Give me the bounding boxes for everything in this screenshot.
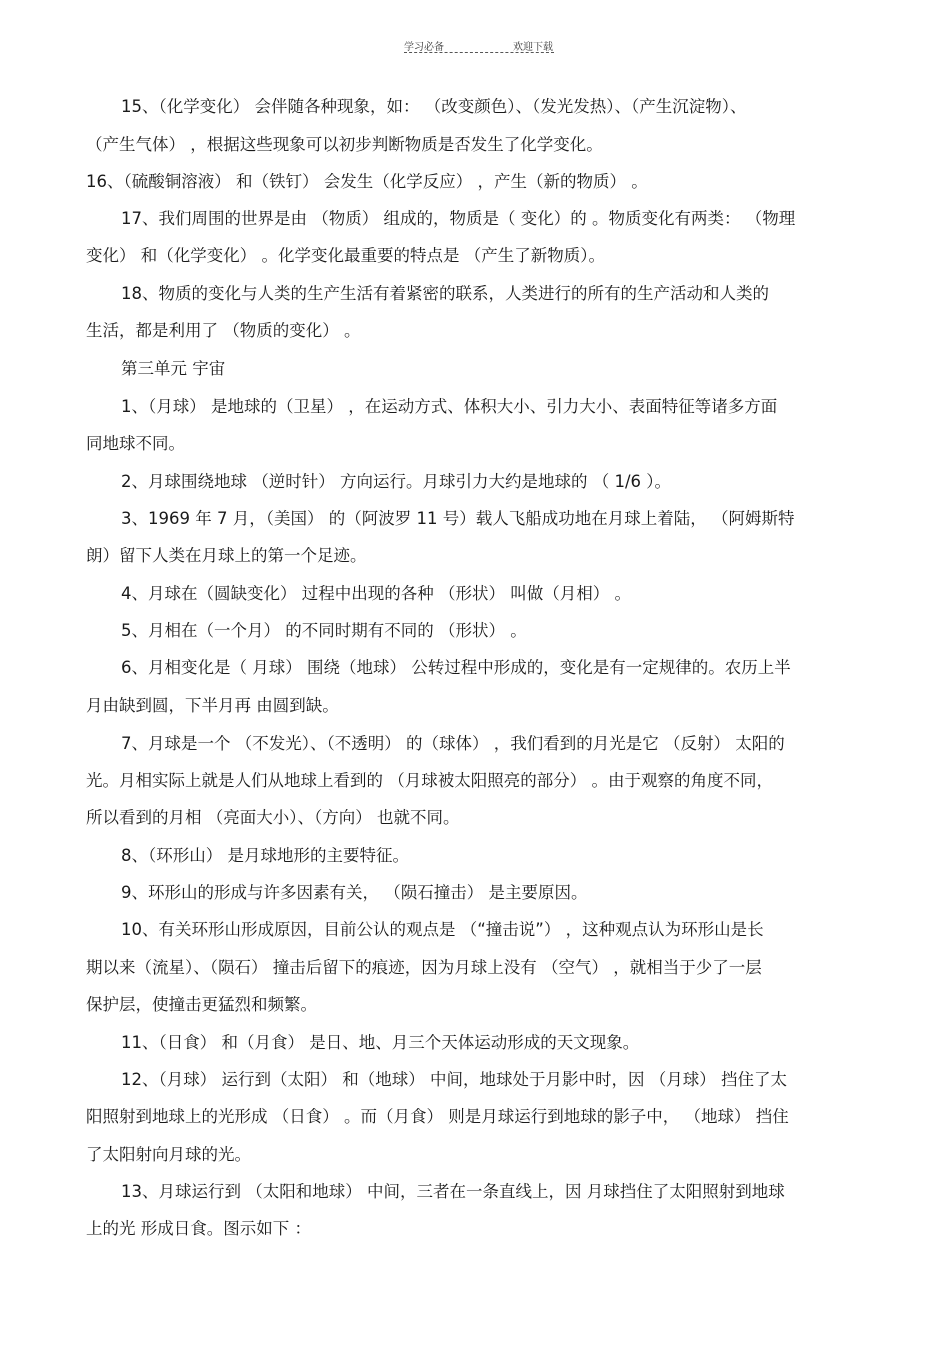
text-line: 了太阳射向月球的光。: [86, 1145, 251, 1164]
text-line: 生活，都是利用了 （物质的变化） 。: [86, 321, 361, 340]
text-line: 17、我们周围的世界是由 （物质） 组成的，物质是（ 变化）的 。物质变化有两类： （物理: [121, 209, 796, 228]
text-line: 5、月相在（一个月） 的不同时期有不同的 （形状） 。: [121, 621, 527, 640]
text-line: 7、月球是一个 （不发光）、（不透明） 的（球体） ，我们看到的月光是它 （反射） 太阳的: [121, 734, 785, 753]
text-line: 16、（硫酸铜溶液） 和（铁钉） 会发生（化学反应） ，产生（新的物质） 。: [86, 172, 648, 191]
text-line: 变化） 和（化学变化） 。化学变化最重要的特点是 （产生了新物质）。: [86, 246, 605, 265]
text-line: 2、月球围绕地球 （逆时针） 方向运行。月球引力大约是地球的 （ 1/6 ）。: [121, 472, 672, 491]
text-line: 1、（月球） 是地球的（卫星） ，在运动方式、体积大小、引力大小、表面特征等诸多方面: [121, 397, 778, 416]
text-line: 上的光 形成日食。图示如下 ：: [86, 1219, 311, 1238]
header-right-text: 欢迎下载: [513, 42, 553, 53]
text-line: 4、月球在（圆缺变化） 过程中出现的各种 （形状） 叫做（月相） 。: [121, 584, 631, 603]
text-line: （产生气体） ，根据这些现象可以初步判断物质是否发生了化学变化。: [86, 135, 603, 154]
text-line: 10、有关环形山形成原因，目前公认的观点是 （“撞击说”） ，这种观点认为环形山是长: [121, 920, 764, 939]
text-line: 光。月相实际上就是人们从地球上看到的 （月球被太阳照亮的部分） 。由于观察的角度不同，: [86, 771, 773, 790]
text-line: 期以来（流星）、（陨石） 撞击后留下的痕迹，因为月球上没有 （空气） ，就相当于少了一层: [86, 958, 762, 977]
text-line: 月由缺到圆，下半月再 由圆到缺。: [86, 696, 339, 715]
text-line: 12、（月球） 运行到（太阳） 和（地球） 中间，地球处于月影中时，因 （月球） 挡住了太: [121, 1070, 787, 1089]
text-line: 阳照射到地球上的光形成 （日食） 。而（月食） 则是月球运行到地球的影子中， （地球） 挡住: [86, 1107, 789, 1126]
text-line: 15、（化学变化） 会伴随各种现象，如： （改变颜色）、（发光发热）、（产生沉淀物）、: [121, 97, 747, 116]
text-line: 保护层，使撞击更猛烈和频繁。: [86, 995, 317, 1014]
section-heading: 第三单元 宇宙: [121, 359, 226, 378]
text-line: 3、1969 年 7 月，（美国） 的（阿波罗 11 号）载人飞船成功地在月球上着陆， （阿姆斯特: [121, 509, 795, 528]
header-left-text: 学习必备: [404, 42, 444, 53]
text-line: 朗）留下人类在月球上的第一个足迹。: [86, 546, 367, 565]
header-dashed-rule: [404, 52, 554, 53]
text-line: 18、物质的变化与人类的生产生活有着紧密的联系，人类进行的所有的生产活动和人类的: [121, 284, 769, 303]
text-line: 9、环形山的形成与许多因素有关， （陨石撞击） 是主要原因。: [121, 883, 588, 902]
text-line: 13、月球运行到 （太阳和地球） 中间，三者在一条直线上，因 月球挡住了太阳照射到地球: [121, 1182, 785, 1201]
text-line: 6、月相变化是（ 月球） 围绕（地球） 公转过程中形成的，变化是有一定规律的。农历上半: [121, 658, 791, 677]
text-line: 8、（环形山） 是月球地形的主要特征。: [121, 846, 409, 865]
text-line: 同地球不同。: [86, 434, 185, 453]
text-line: 所以看到的月相 （亮面大小）、（方向） 也就不同。: [86, 808, 460, 827]
text-line: 11、（日食） 和（月食） 是日、地、月三个天体运动形成的天文现象。: [121, 1033, 640, 1052]
